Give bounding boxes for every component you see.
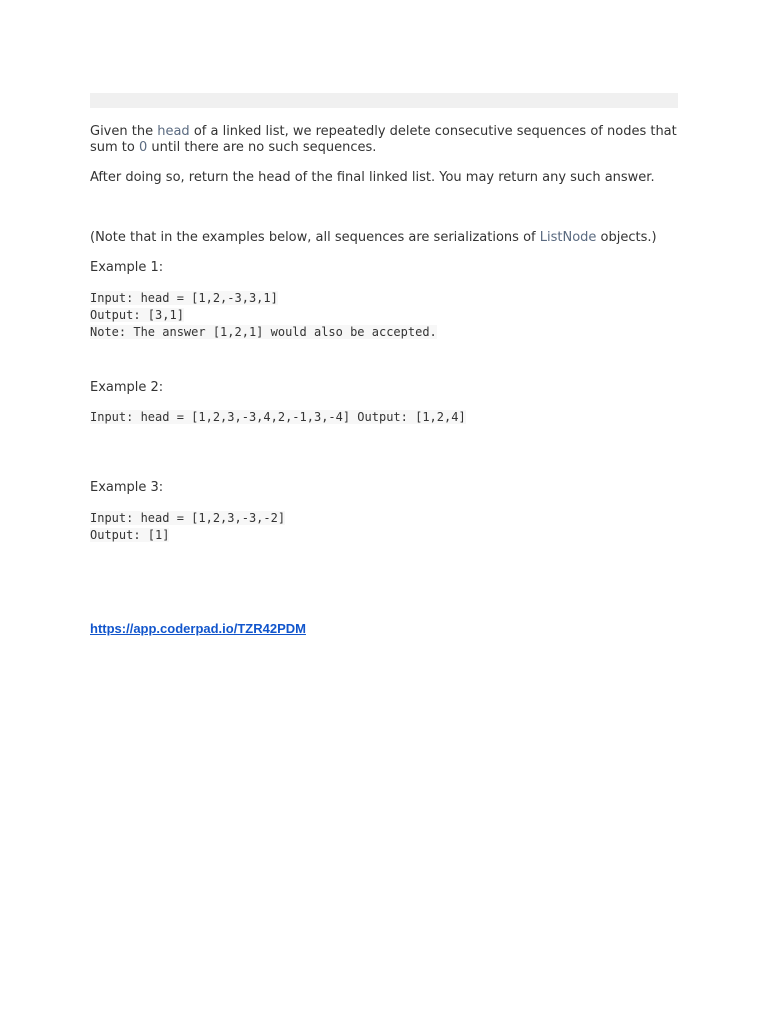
- example-1-code: [90, 290, 678, 341]
- code-line: Input: head = [1,2,3,-3,4,2,-1,3,-4] Output: [1,2,4]: [90, 410, 466, 424]
- example-3-code: [90, 510, 678, 544]
- example-2-title: Example 2:: [90, 380, 164, 395]
- code-line: Input: head = [1,2,-3,3,1]: [90, 291, 278, 305]
- example-1-title: Example 1:: [90, 260, 164, 275]
- top-shaded-bar: [90, 93, 678, 108]
- problem-intro: Given the head of a linked list, we repeatedly delete consecutive sequences of nodes that sum to 0 until there are no such sequences.: [90, 124, 677, 155]
- coderpad-link[interactable]: https://app.coderpad.io/TZR42PDM: [90, 621, 306, 636]
- code-line: Output: [3,1]: [90, 308, 184, 322]
- problem-after-text: After doing so, return the head of the final linked list. You may return any such answer.: [90, 170, 655, 185]
- zero-code: 0: [139, 140, 148, 155]
- code-line: Input: head = [1,2,3,-3,-2]: [90, 511, 286, 525]
- head-code: head: [157, 124, 190, 139]
- link-paragraph: [90, 620, 678, 637]
- document-page: [90, 93, 678, 637]
- code-line: Note: The answer [1,2,1] would also be accepted.: [90, 325, 437, 339]
- problem-note: (Note that in the examples below, all sequences are serializations of ListNode objects.): [90, 230, 657, 245]
- example-2-code: [90, 409, 678, 426]
- example-3-title: Example 3:: [90, 480, 164, 495]
- code-line: Output: [1]: [90, 528, 170, 542]
- listnode-code: ListNode: [539, 230, 597, 245]
